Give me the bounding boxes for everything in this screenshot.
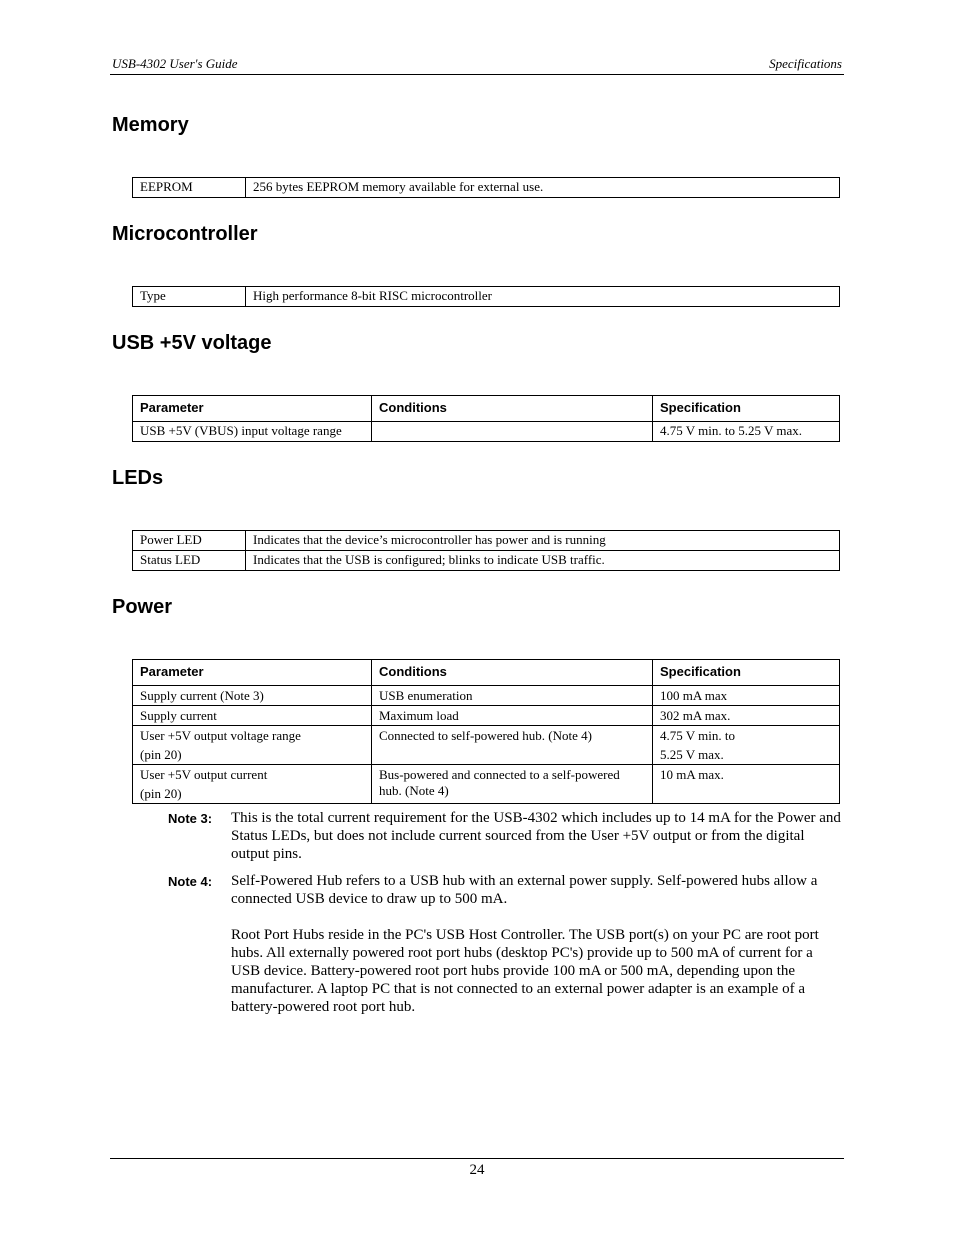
power-heading: Power (112, 596, 173, 618)
column-header: Conditions (372, 660, 653, 686)
table-cell: Type (133, 287, 246, 307)
table-row (133, 531, 840, 551)
table-cell: Maximum load (372, 706, 653, 726)
table-header-row (133, 396, 840, 422)
table-cell: High performance 8-bit RISC microcontroller (246, 287, 840, 307)
note-body (231, 809, 844, 863)
note-paragraph: This is the total current requirement for the USB-4302 which includes up to 14 mA for the Power and Status LEDs, but does not include current sourced from the User +5V output or from the digital output pins. (231, 810, 841, 862)
table-cell: Bus-powered and connected to a self-powered hub. (Note 4) (372, 765, 653, 804)
page-header (110, 55, 844, 75)
table-cell: 100 mA max (653, 686, 840, 706)
power-table (132, 659, 840, 804)
microcontroller-table (132, 286, 840, 307)
table-row (133, 765, 840, 804)
column-header: Specification (653, 660, 840, 686)
leds-table (132, 530, 840, 571)
page-footer (110, 1158, 844, 1179)
table-cell: USB enumeration (372, 686, 653, 706)
table-cell: Indicates that the USB is configured; blinks to indicate USB traffic. (246, 551, 840, 571)
table-row (133, 551, 840, 571)
header-doc-title: USB-4302 User's Guide (112, 56, 238, 71)
table-cell: Supply current (133, 706, 372, 726)
usb-voltage-heading: USB +5V voltage (112, 332, 272, 354)
note-3 (168, 809, 844, 863)
table-row (133, 706, 840, 726)
note-paragraph: Self-Powered Hub refers to a USB hub with an external power supply. Self-powered hubs allow a connected USB device to draw up to 500 mA. (231, 873, 818, 907)
table-cell: EEPROM (133, 178, 246, 198)
table-cell: Indicates that the device’s microcontroller has power and is running (246, 531, 840, 551)
table-row (133, 726, 840, 765)
table-cell: Connected to self-powered hub. (Note 4) (372, 726, 653, 765)
microcontroller-heading: Microcontroller (112, 223, 258, 245)
column-header: Specification (653, 396, 840, 422)
note-body (231, 872, 844, 1016)
column-header: Parameter (133, 660, 372, 686)
usb-voltage-table (132, 395, 840, 442)
table-row (133, 686, 840, 706)
table-cell: 256 bytes EEPROM memory available for external use. (246, 178, 840, 198)
page-number: 24 (469, 1162, 485, 1178)
table-cell: Status LED (133, 551, 246, 571)
note-4 (168, 872, 844, 1016)
table-row (133, 287, 840, 307)
column-header: Conditions (372, 396, 653, 422)
note-paragraph: Root Port Hubs reside in the PC's USB Host Controller. The USB port(s) on your PC are root port hubs. All externally powered root port hubs (desktop PC's) provide up to 500 mA of current for a USB device. Battery-powered root port hubs provide 100 mA or 500 mA, depending upon the manufacturer. A laptop PC that is not connected to an external power adapter is an example of a battery-powered root port hub. (231, 927, 819, 1015)
header-section-title: Specifications (769, 56, 842, 71)
table-cell: User +5V output voltage range (pin 20) (133, 726, 372, 765)
memory-table (132, 177, 840, 198)
table-cell: 4.75 V min. to 5.25 V max. (653, 726, 840, 765)
table-row (133, 422, 840, 442)
table-cell: 4.75 V min. to 5.25 V max. (653, 422, 840, 442)
table-cell: Power LED (133, 531, 246, 551)
table-cell: 10 mA max. (653, 765, 840, 804)
table-cell: User +5V output current (pin 20) (133, 765, 372, 804)
table-cell (372, 422, 653, 442)
table-cell: 302 mA max. (653, 706, 840, 726)
note-label: Note 4: (168, 874, 213, 889)
leds-heading: LEDs (112, 467, 164, 489)
note-label: Note 3: (168, 811, 213, 826)
column-header: Parameter (133, 396, 372, 422)
table-row (133, 178, 840, 198)
table-cell: USB +5V (VBUS) input voltage range (133, 422, 372, 442)
table-cell: Supply current (Note 3) (133, 686, 372, 706)
table-header-row (133, 660, 840, 686)
memory-heading: Memory (112, 114, 189, 136)
